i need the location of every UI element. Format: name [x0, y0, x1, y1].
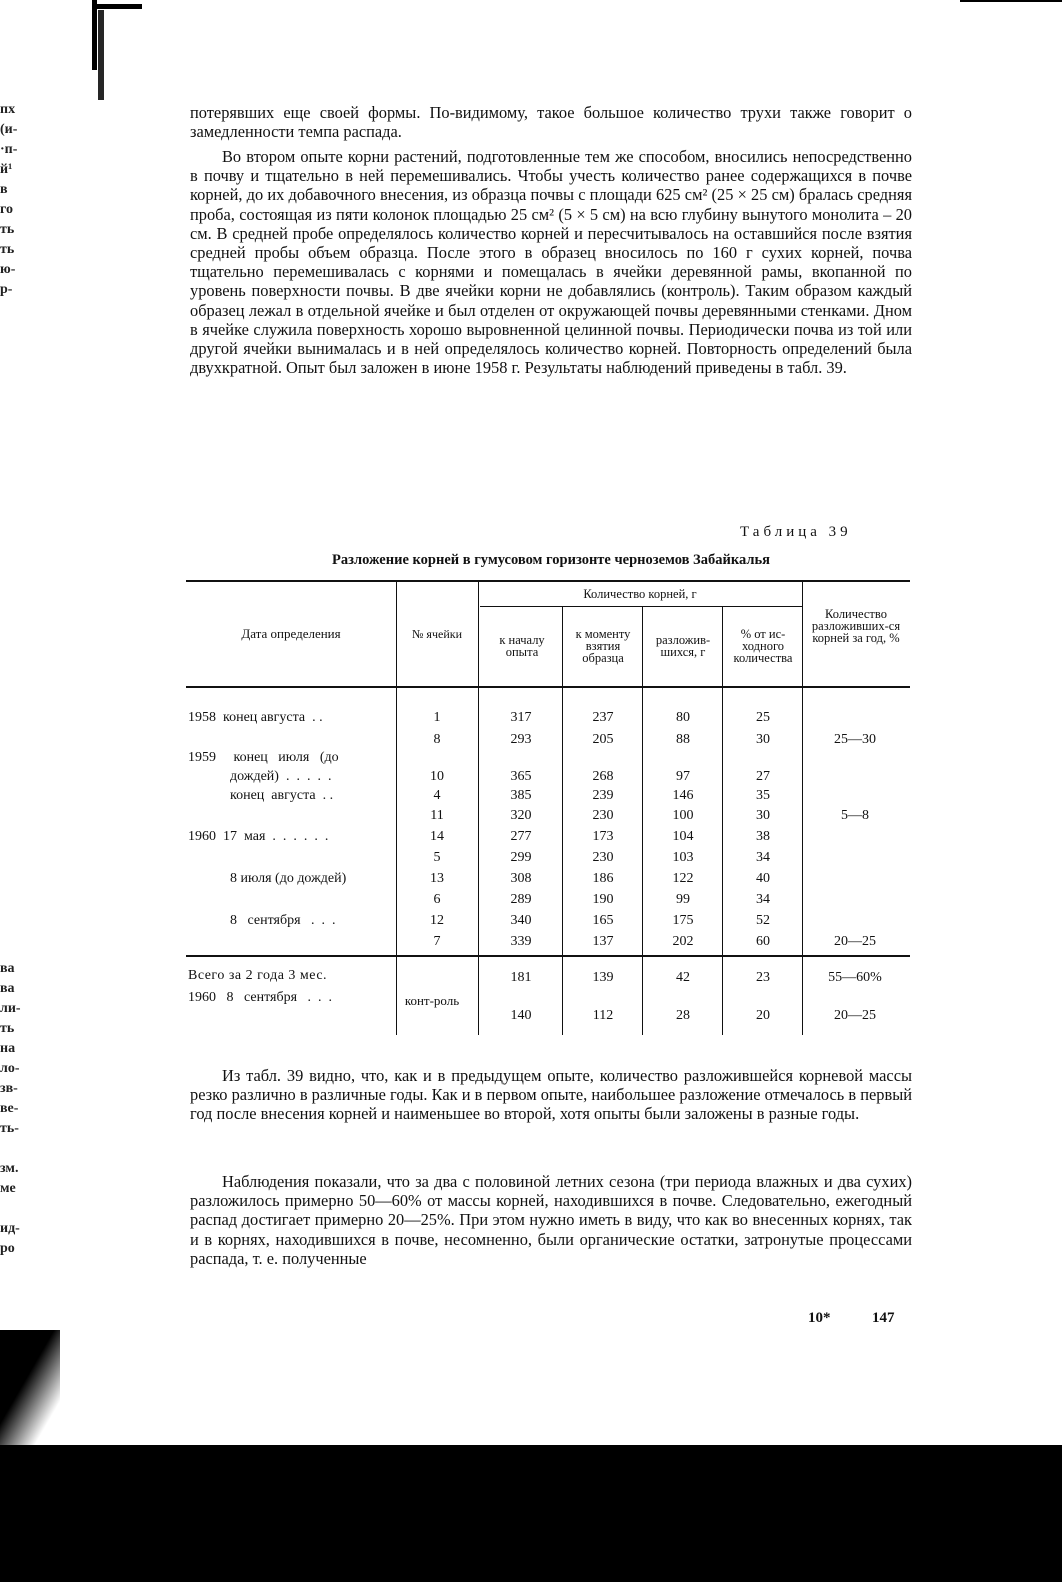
left-margin-fragment-bottom: ва ва ли- ть на ло- зв- ве- ть- зм. ме ид- ро	[0, 961, 21, 1256]
control-cell: конт-роль	[404, 993, 460, 1008]
control-dec: 28	[676, 1008, 690, 1023]
header-date: Дата определения	[241, 626, 341, 641]
row-start: 340	[510, 913, 532, 928]
row-sample: 268	[592, 769, 614, 784]
col-rule-1	[396, 580, 397, 1035]
row-cell-no: 1	[433, 710, 441, 725]
paragraph-4: Наблюдения показали, что за два с половиной летних сезона (три периода влажных и два сухих) разложилось примерно 50—60% от массы корней, находившихся в почве. Следовательно, ежегодный распад достигает примерно 20—25%. При этом нужно иметь в виду, что как во внесенных корнях, так и в корнях, находившихся в почве, несомненно, были органические остатки, затронутые процессами распада, т. е. полученные	[190, 1172, 912, 1268]
row-start: 385	[510, 788, 532, 803]
col-rule-4	[642, 606, 643, 1035]
row-pct: 25	[756, 710, 770, 725]
row-pct: 30	[756, 808, 770, 823]
scan-edge-mark-top-h	[92, 4, 142, 9]
scan-edge-mark-right	[960, 0, 1062, 2]
header-roots-group: Количество корней, г	[583, 587, 697, 601]
row-decomposed: 175	[672, 913, 694, 928]
row-pct: 27	[756, 769, 770, 784]
row-cell-no: 13	[430, 871, 444, 886]
row-sample: 230	[592, 850, 614, 865]
row-date: дождей) . . . . .	[188, 769, 332, 784]
row-date: конец августа . .	[188, 788, 334, 803]
row-pct: 40	[756, 871, 770, 886]
paragraph-2: Во втором опыте корни растений, подготовленные тем же способом, вносились непосредственно в почву и тщательно в ней перемешивались. Чтобы учесть количество ранее содержащихся в почве корней, до их добавочного внесения, из образца почвы с площади 625 см² (25 × 25 см) бралась средняя проба, состоящая из пяти колонок площадью 25 см² (5 × 5 см) на всю глубину вынутого монолита – 20 см. В средней пробе определялось количество корней и пересчитывалось на оставшийся после взятия средней пробы объем образца. После этого в образец вносилось по 160 г сухих корней, почва тщательно перемешивалась с корнями и помещалась в ячейки деревянной рамы, вкопанной по уровень поверхности почвы. В две ячейки корни не добавлялись (контроль). Таким образом каждый образец лежал в отдельной ячейке и был отделен от окружающей почвы деревянными стенками. Дном в ячейке служила поверхность хорошо выровненной целинной почвы. Периодически почва из той или другой ячейки вынималась и в ней определялось количество корней. Повторность определений была двухкратной. Опыт был заложен в июне 1958 г. Результаты наблюдений приведены в табл. 39.	[190, 147, 912, 378]
control-date: 1960 8 сентября . . .	[188, 990, 333, 1005]
scan-bottom-black-band	[0, 1445, 1062, 1582]
table-title: Разложение корней в гумусовом горизонте черноземов Забайкалья	[332, 552, 770, 568]
row-decomposed: 146	[672, 788, 694, 803]
total-sample: 139	[592, 970, 614, 985]
row-pct: 38	[756, 829, 770, 844]
row-start: 317	[510, 710, 532, 725]
row-pct: 60	[756, 934, 770, 949]
control-sample: 112	[592, 1008, 614, 1023]
col-rule-2	[478, 580, 479, 1035]
row-decomposed: 104	[672, 829, 694, 844]
row-cell-no: 10	[430, 769, 444, 784]
row-date: 8 сентября . . .	[188, 913, 336, 928]
row-decomposed: 88	[676, 732, 690, 747]
row-decomposed: 100	[672, 808, 694, 823]
row-decomposed: 99	[676, 892, 690, 907]
row-date: 1958 конец августа . .	[188, 710, 323, 725]
row-start: 308	[510, 871, 532, 886]
row-pct: 35	[756, 788, 770, 803]
row-cell-no: 12	[430, 913, 444, 928]
row-sample: 190	[592, 892, 614, 907]
row-cell-no: 11	[430, 808, 444, 823]
left-margin-fragment-top: пх (и- ·п- й¹ в го ть ть ю- р-	[0, 102, 18, 297]
row-cell-no: 8	[433, 732, 441, 747]
row-cell-no: 6	[433, 892, 441, 907]
row-sample: 173	[592, 829, 614, 844]
row-pct: 34	[756, 892, 770, 907]
total-start: 181	[510, 970, 532, 985]
row-pct: 34	[756, 850, 770, 865]
control-year: 20—25	[834, 1008, 876, 1023]
data-table	[186, 580, 910, 1035]
row-start: 339	[510, 934, 532, 949]
row-start: 299	[510, 850, 532, 865]
scan-corner-shadow	[0, 1330, 60, 1460]
row-start: 320	[510, 808, 532, 823]
row-sample: 239	[592, 788, 614, 803]
col-rule-3	[562, 606, 563, 1035]
row-per-year: 20—25	[834, 934, 876, 949]
col-rule-6	[802, 580, 803, 1035]
row-start: 289	[510, 892, 532, 907]
page-number: 147	[872, 1310, 895, 1326]
total-date: Всего за 2 года 3 мес.	[188, 968, 328, 983]
total-pct: 23	[756, 970, 770, 985]
row-sample: 165	[592, 913, 614, 928]
row-sample: 237	[592, 710, 614, 725]
row-sample: 186	[592, 871, 614, 886]
total-dec: 42	[676, 970, 690, 985]
row-pct: 52	[756, 913, 770, 928]
total-year: 55—60%	[828, 970, 882, 985]
col-rule-5	[722, 606, 723, 1035]
row-sample: 137	[592, 934, 614, 949]
row-decomposed: 202	[672, 934, 694, 949]
row-start: 277	[510, 829, 532, 844]
row-per-year: 25—30	[834, 732, 876, 747]
row-cell-no: 14	[430, 829, 444, 844]
row-start: 293	[510, 732, 532, 747]
header-at-start: к началу опыта	[499, 633, 545, 659]
row-decomposed: 97	[676, 769, 690, 784]
row-cell-no: 4	[433, 788, 441, 803]
control-pct: 20	[756, 1008, 770, 1023]
header-at-sampling: к моменту взятия образца	[575, 627, 631, 665]
row-sample: 230	[592, 808, 614, 823]
row-cell-no: 5	[433, 850, 441, 865]
scan-gutter-shadow	[98, 10, 104, 100]
signature-mark: 10*	[808, 1310, 831, 1326]
header-decomposed: разложив-шихся, г	[655, 633, 711, 659]
row-start: 365	[510, 769, 532, 784]
row-decomposed: 80	[676, 710, 690, 725]
row-sample: 205	[592, 732, 614, 747]
row-pct: 30	[756, 732, 770, 747]
header-per-year: Количество разложивших-ся корней за год, %	[811, 607, 901, 645]
row-date: 1959 конец июля (до	[188, 750, 339, 765]
row-decomposed: 103	[672, 850, 694, 865]
row-date: 1960 17 мая . . . . . .	[188, 829, 329, 844]
control-start: 140	[510, 1008, 532, 1023]
header-cell-no: № ячейки	[411, 627, 462, 641]
row-cell-no: 7	[433, 934, 441, 949]
scan-edge-mark-top	[92, 0, 97, 70]
paragraph-1: потерявших еще своей формы. По-видимому, такое большое количество трухи также говорит о замедленности темпа распада.	[190, 103, 912, 142]
table-label: Таблица 39	[740, 524, 852, 540]
paragraph-3: Из табл. 39 видно, что, как и в предыдущем опыте, количество разложившейся корневой массы резко различно в различные годы. Как и в первом опыте, наибольшее разложение отмечалось в первый год после внесения корней и наименьшее во второй, хотя опыты были заложены в разные годы.	[190, 1066, 912, 1124]
row-decomposed: 122	[672, 871, 694, 886]
row-per-year: 5—8	[841, 808, 869, 823]
header-pct-initial: % от ис-ходного количества	[733, 627, 793, 665]
row-date: 8 июля (до дождей)	[188, 871, 347, 886]
table-subheader-rule	[480, 606, 802, 607]
